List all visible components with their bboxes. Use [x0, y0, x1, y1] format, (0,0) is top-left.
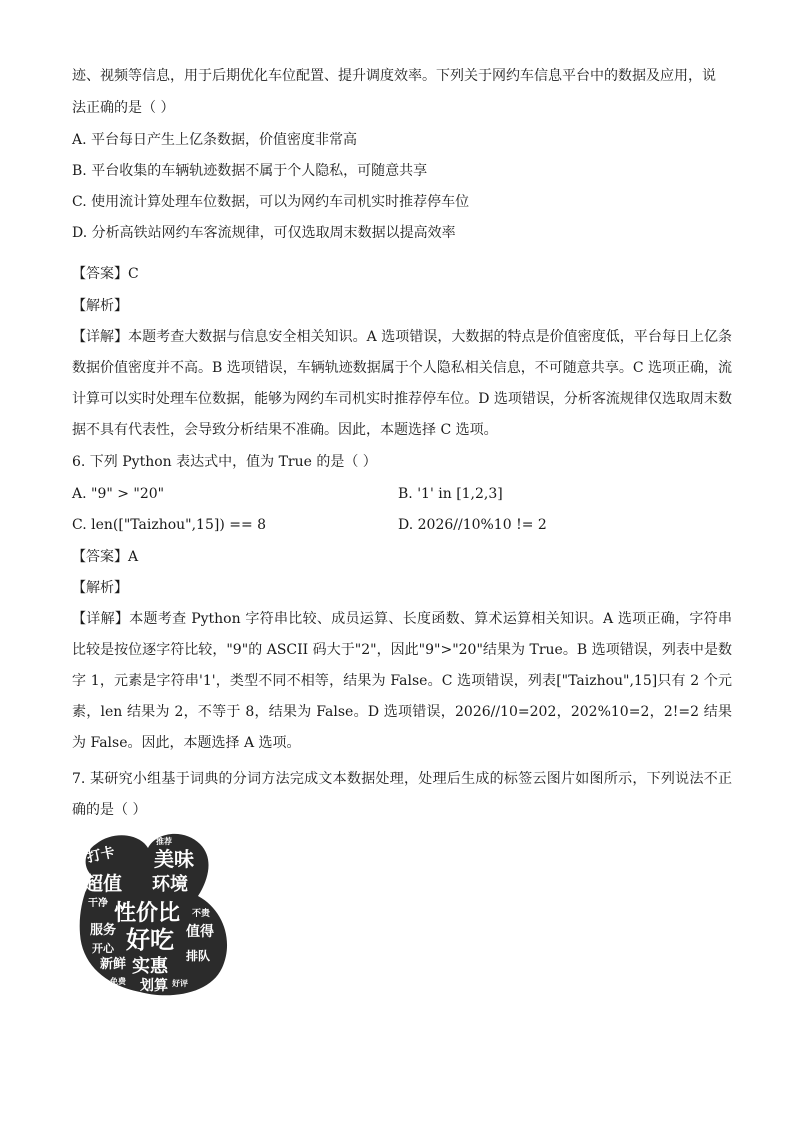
word-5: 性价比 — [114, 900, 181, 925]
word-11: 新鲜 — [100, 956, 127, 971]
word-17: 好评 — [172, 979, 188, 988]
q7-stem: 7. 某研究小组基于词典的分词方法完成文本数据处理，处理后生成的标签云图片如图所示，下列说法不正确的是（ ） — [72, 771, 732, 818]
word-12: 排队 — [186, 949, 211, 963]
q6-stem: 6. 下列 Python 表达式中，值为 True 的是（ ） — [72, 454, 377, 470]
q5-option-a: A. 平台每日产生上亿条数据，价值密度非常高 — [72, 132, 358, 148]
word-4: 干净 — [88, 898, 108, 909]
q5-stem-line2: 法正确的是（ ） — [72, 100, 175, 116]
q5-option-b: B. 平台收集的车辆轨迹数据不属于个人隐私，可随意共享 — [72, 163, 428, 179]
q6-answer: 【答案】A — [72, 549, 139, 565]
word-7: 值得 — [186, 923, 214, 939]
word-15: 免费 — [110, 977, 126, 986]
q5-analysis-label: 【解析】 — [72, 298, 128, 314]
word-cloud-image — [74, 826, 234, 998]
q6-option-d: D. 2026//10%10 != 2 — [398, 517, 547, 533]
word-6: 不贵 — [192, 908, 211, 918]
word-14: 划算 — [140, 977, 168, 993]
q6-option-a: A. "9" > "20" — [72, 486, 165, 502]
word-10: 开心 — [92, 943, 114, 955]
word-13: 实惠 — [132, 956, 168, 976]
q5-stem-line1: 迹、视频等信息，用于后期优化车位配置、提升调度效率。下列关于网约车信息平台中的数据及应用，说 — [72, 68, 716, 84]
q5-option-d: D. 分析高铁站网约车客流规律，可仅选取周末数据以提高效率 — [72, 225, 456, 241]
q6-option-b: B. '1' in [1,2,3] — [398, 486, 503, 502]
word-0: 打卡 — [85, 843, 117, 865]
q6-analysis-label: 【解析】 — [72, 580, 128, 596]
q5-answer: 【答案】C — [72, 266, 139, 282]
q5-detail: 【详解】本题考查大数据与信息安全相关知识。A 选项错误，大数据的特点是价值密度低，平台每日上亿条数据价值密度并不高。B 选项错误，车辆轨迹数据属于个人隐私相关信息，不可随意共享。C 选项正确，流计算可以实时处理车位数据，能够为网约车司机实时推荐停车位。D 选项错误，分析客流规律仅选取周末数据不具有代表性，会导致分析结果不准确。因此，本题选择 C 选项。 — [72, 329, 732, 438]
q6-option-c: C. len(["Taizhou",15]) == 8 — [72, 517, 267, 533]
word-3: 环境 — [152, 874, 188, 894]
word-1: 美味 — [154, 849, 194, 871]
word-9: 好吃 — [126, 927, 174, 954]
q6-detail: 【详解】本题考查 Python 字符串比较、成员运算、长度函数、算术运算相关知识。A 选项正确，字符串比较是按位逐字符比较，"9"的 ASCII 码大于"2"，因此"9">"20"结果为 True。B 选项错误，列表中是数字 1，元素是字符串'1'，类型不同不相等，结果为 False。C 选项错误，列表["Taizhou",15]只有 2 个元素，len 结果为 2，不等于 8，结果为 False。D 选项错误，2026//10=202，202%10=2，2!=2 结果为 False。因此，本题选择 A 选项。 — [72, 611, 732, 751]
word-8: 服务 — [90, 922, 117, 937]
q5-option-c: C. 使用流计算处理车位数据，可以为网约车司机实时推荐停车位 — [72, 194, 470, 210]
word-16: 推荐 — [156, 837, 172, 846]
word-2: 超值 — [84, 874, 123, 895]
